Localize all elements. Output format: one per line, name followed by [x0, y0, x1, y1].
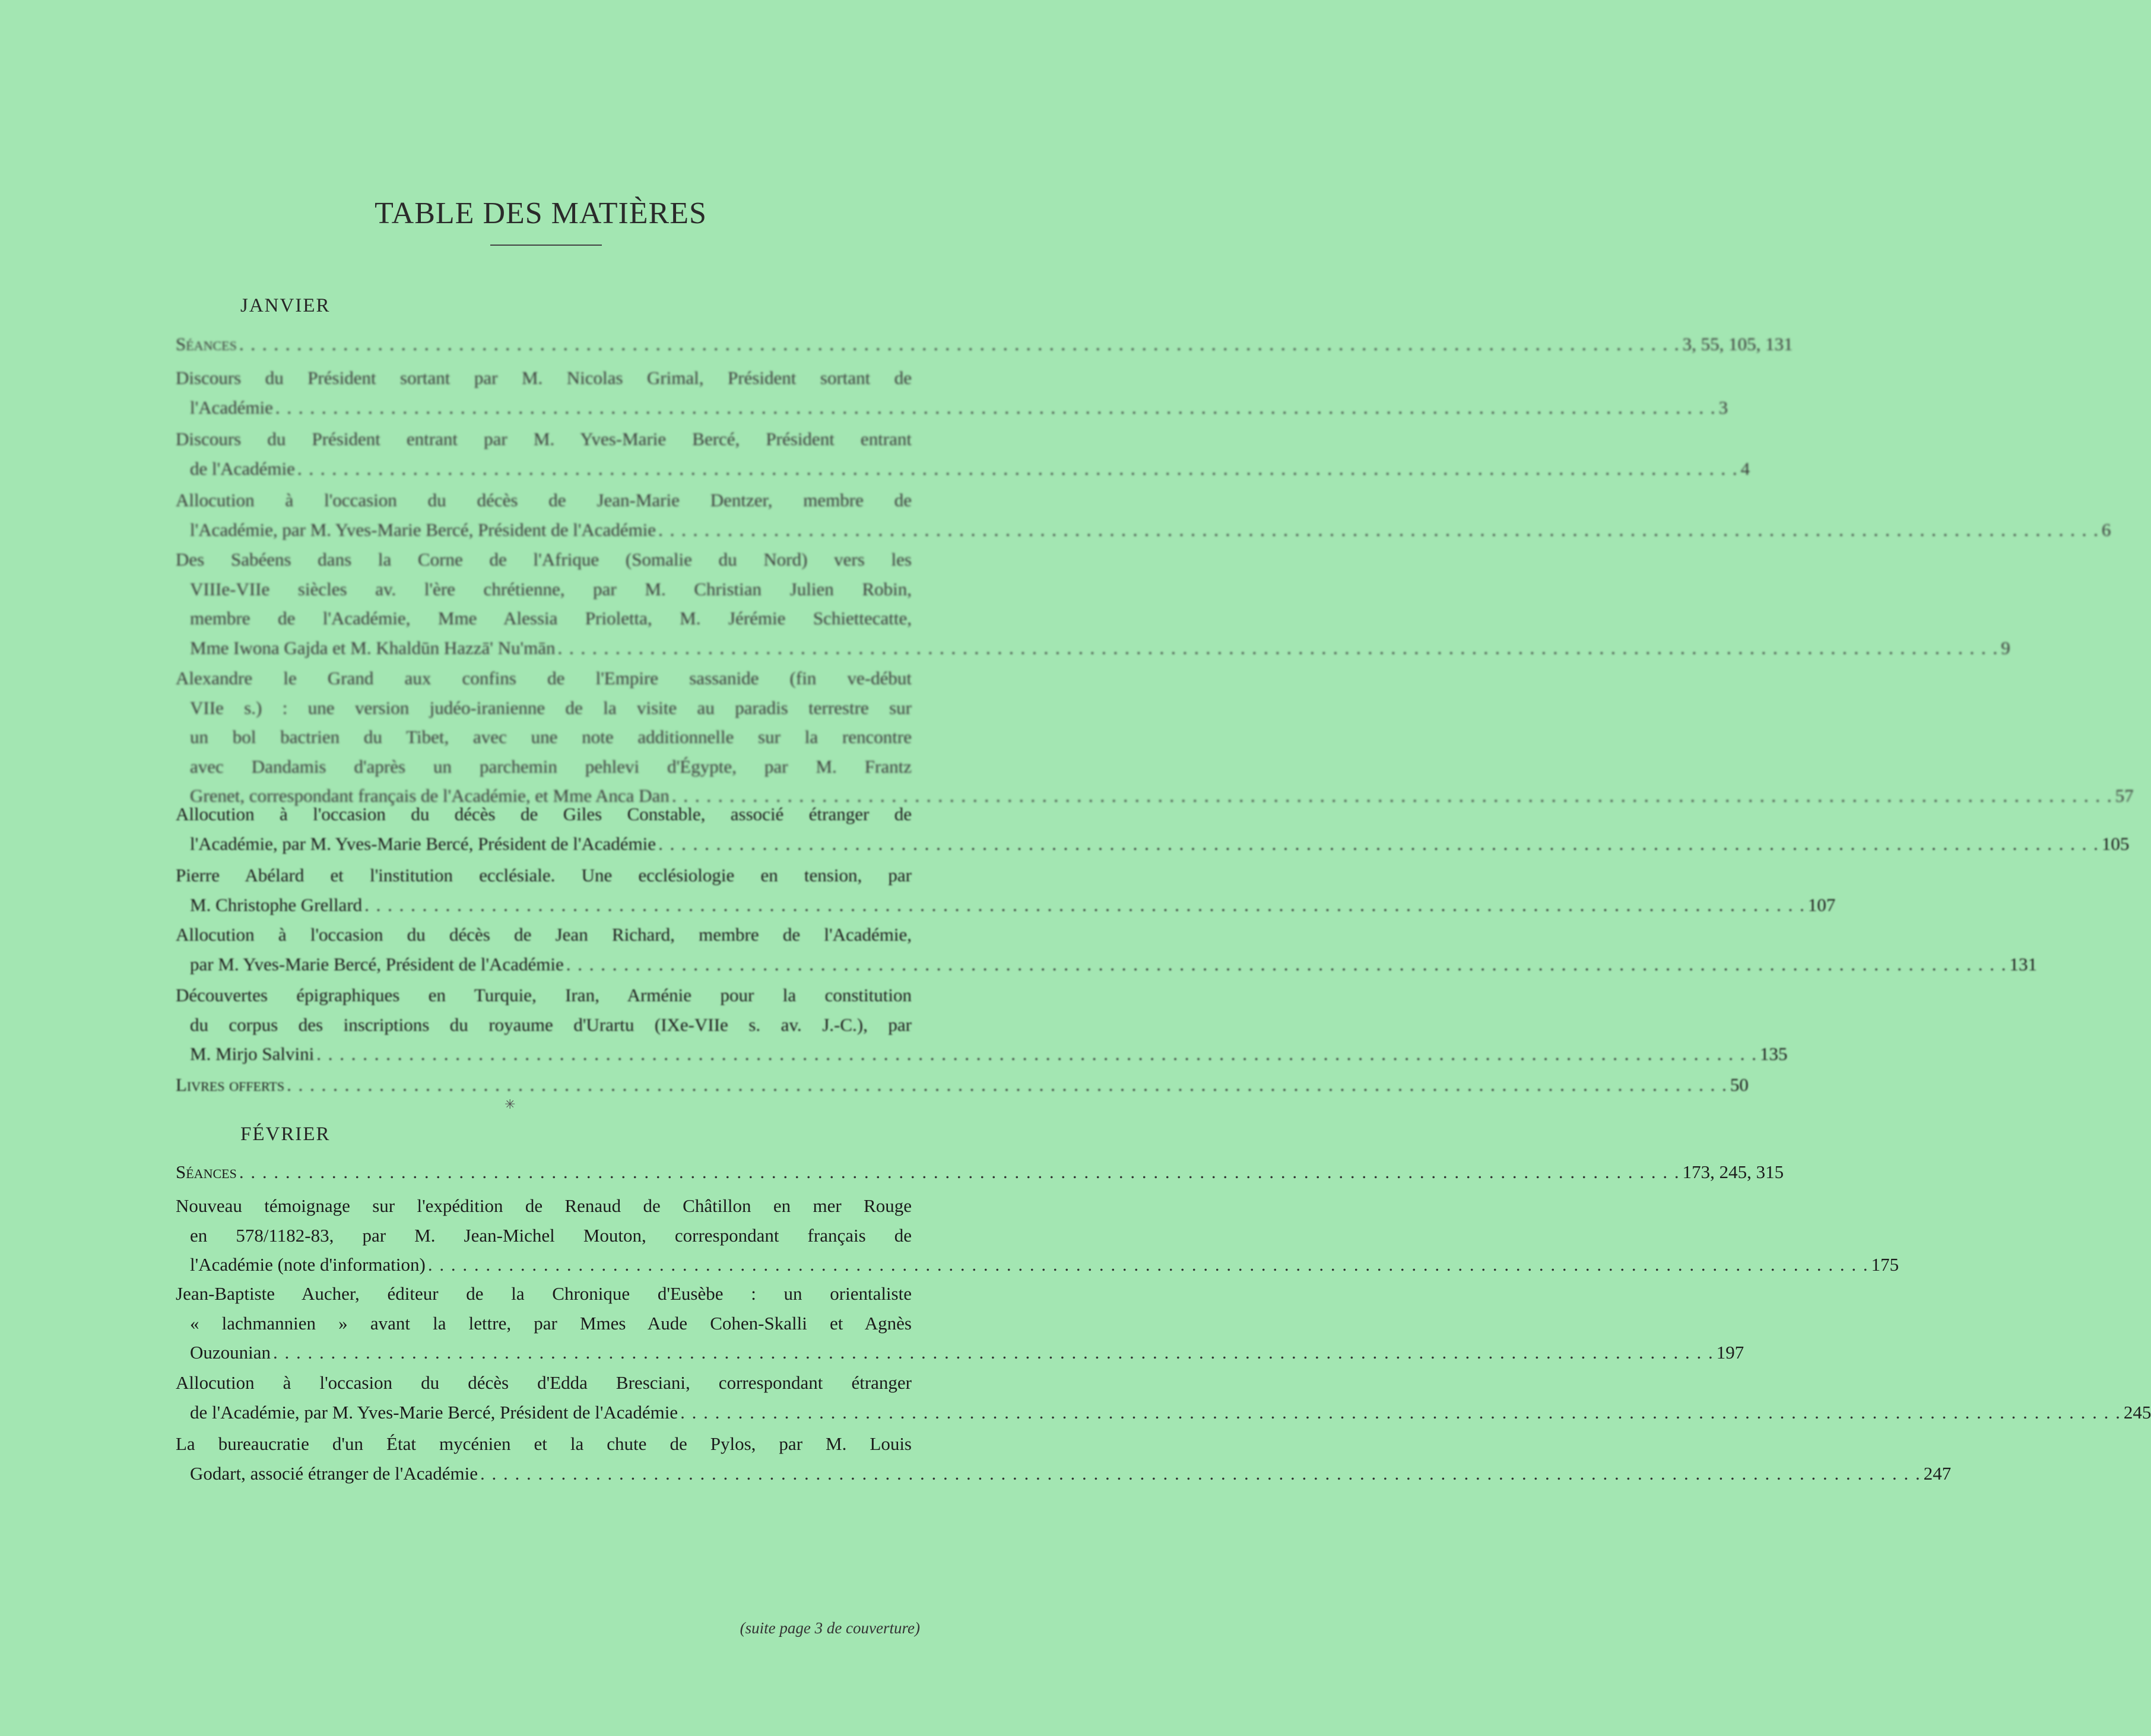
- toc-entry-text: Godart, associé étranger de l'Académie: [190, 1462, 478, 1484]
- toc-entry-text: par M. Yves-Marie Bercé, Président de l'Académie: [190, 953, 564, 975]
- toc-entry-last-line: [176, 1070, 1749, 1100]
- toc-entry-line: Allocution à l'occasion du décès de Jean Richard, membre de l'Académie,: [176, 924, 912, 945]
- toc-entry-last-line: [176, 1398, 2151, 1427]
- page-reference: 173, 245, 315: [1682, 1161, 1784, 1182]
- leader-dots: . . . . . . . . . . . . . . . . . . . . . . . . . . . . . . . . . . . . . . . . . . . . . . . . . . . . . . . . . . . . . . . . . . . . . . . . . . . . . . . . . . . . . . . . . . . . . . . . . . . . . . . . . . . . . . . . . . . . . . . . . . . . .: [239, 334, 1680, 354]
- leader-dots: . . . . . . . . . . . . . . . . . . . . . . . . . . . . . . . . . . . . . . . . . . . . . . . . . . . . . . . . . . . . . . . . . . . . . . . . . . . . . . . . . . . . . . . . . . . . . . . . . . . . . . . . . . . . . . . . . . . . . . . . . . . . .: [658, 833, 2099, 854]
- section-heading-fevrier: FÉVRIER: [240, 1124, 331, 1145]
- leader-dots: . . . . . . . . . . . . . . . . . . . . . . . . . . . . . . . . . . . . . . . . . . . . . . . . . . . . . . . . . . . . . . . . . . . . . . . . . . . . . . . . . . . . . . . . . . . . . . . . . . . . . . . . . . . . . . . . . . . . . . . . . . . . .: [557, 637, 1999, 658]
- leader-dots: . . . . . . . . . . . . . . . . . . . . . . . . . . . . . . . . . . . . . . . . . . . . . . . . . . . . . . . . . . . . . . . . . . . . . . . . . . . . . . . . . . . . . . . . . . . . . . . . . . . . . . . . . . . . . . . . . . . . . . . . . . . . .: [275, 396, 1717, 418]
- toc-entry-line: Allocution à l'occasion du décès de Jean-Marie Dentzer, membre de: [176, 490, 912, 510]
- page-reference: 9: [2001, 637, 2010, 658]
- toc-entry-line: Allocution à l'occasion du décès d'Edda Bresciani, correspondant étranger: [176, 1372, 912, 1393]
- leader-dots: . . . . . . . . . . . . . . . . . . . . . . . . . . . . . . . . . . . . . . . . . . . . . . . . . . . . . . . . . . . . . . . . . . . . . . . . . . . . . . . . . . . . . . . . . . . . . . . . . . . . . . . . . . . . . . . . . . . . . . . . . . . . .: [671, 785, 2113, 806]
- leader-dots: . . . . . . . . . . . . . . . . . . . . . . . . . . . . . . . . . . . . . . . . . . . . . . . . . . . . . . . . . . . . . . . . . . . . . . . . . . . . . . . . . . . . . . . . . . . . . . . . . . . . . . . . . . . . . . . . . . . . . . . . . . . . .: [480, 1462, 1921, 1484]
- toc-entry-text: Ouzounian: [190, 1342, 271, 1363]
- toc-entry: [176, 363, 1728, 422]
- toc-entry: [176, 1279, 1744, 1367]
- toc-entry-text: l'Académie, par M. Yves-Marie Bercé, Président de l'Académie: [190, 833, 656, 854]
- toc-entry-text: M. Mirjo Salvini: [190, 1043, 315, 1064]
- toc-entry: [176, 861, 1836, 919]
- toc-entry-line: Nouveau témoignage sur l'expédition de Renaud de Châtillon en mer Rouge: [176, 1195, 912, 1216]
- toc-entry-last-line: [176, 950, 2037, 979]
- page-reference: 131: [2009, 953, 2037, 975]
- toc-entry-text: Séances: [176, 334, 237, 354]
- toc-entry-last-line: [176, 1459, 1952, 1489]
- toc-entry: [176, 424, 1750, 483]
- leader-dots: . . . . . . . . . . . . . . . . . . . . . . . . . . . . . . . . . . . . . . . . . . . . . . . . . . . . . . . . . . . . . . . . . . . . . . . . . . . . . . . . . . . . . . . . . . . . . . . . . . . . . . . . . . . . . . . . . . . . . . . . . . . . .: [239, 1161, 1680, 1182]
- toc-entry-last-line: [176, 329, 1793, 359]
- toc-entry-line: Alexandre le Grand aux confins de l'Empire sassanide (fin ve-début: [176, 668, 912, 688]
- toc-entry-line: avec Dandamis d'après un parchemin pehlevi d'Égypte, par M. Frantz: [190, 756, 912, 777]
- toc-entry-last-line: [176, 890, 1836, 920]
- toc-entry-last-line: [176, 515, 2111, 545]
- page-reference: 6: [2101, 519, 2111, 540]
- page-reference: 3: [1718, 396, 1728, 418]
- page-reference: 247: [1923, 1462, 1952, 1484]
- toc-entry: [176, 545, 2010, 662]
- toc-entry-text: de l'Académie: [190, 458, 295, 479]
- title-rule: [490, 245, 602, 246]
- toc-entry-last-line: [176, 1338, 1744, 1367]
- page-reference: 197: [1716, 1342, 1744, 1363]
- toc-entry: [176, 664, 2134, 811]
- toc-entry-line: en 578/1182-83, par M. Jean-Michel Mouton, correspondant français de: [190, 1224, 912, 1246]
- toc-entry-text: Livres offerts: [176, 1074, 285, 1095]
- page-reference: 57: [2115, 785, 2134, 806]
- toc-entry-line: « lachmannien » avant la lettre, par Mmes Aude Cohen-Skalli et Agnès: [190, 1312, 912, 1334]
- continued-note: (suite page 3 de couverture): [740, 1619, 920, 1637]
- toc-entry-line: Discours du Président entrant par M. Yves-Marie Bercé, Président entrant: [176, 429, 912, 449]
- leader-dots: . . . . . . . . . . . . . . . . . . . . . . . . . . . . . . . . . . . . . . . . . . . . . . . . . . . . . . . . . . . . . . . . . . . . . . . . . . . . . . . . . . . . . . . . . . . . . . . . . . . . . . . . . . . . . . . . . . . . . . . . . . . . .: [680, 1401, 2121, 1423]
- toc-entry-line: VIIe s.) : une version judéo-iranienne de la visite au paradis terrestre sur: [190, 697, 912, 718]
- toc-entry-line: du corpus des inscriptions du royaume d'Urartu (IXe-VIIe s. av. J.-C.), par: [190, 1014, 912, 1035]
- toc-entry: [176, 920, 2037, 979]
- toc-entry-last-line: [176, 1250, 1899, 1280]
- leader-dots: . . . . . . . . . . . . . . . . . . . . . . . . . . . . . . . . . . . . . . . . . . . . . . . . . . . . . . . . . . . . . . . . . . . . . . . . . . . . . . . . . . . . . . . . . . . . . . . . . . . . . . . . . . . . . . . . . . . . . . . . . . . . .: [287, 1074, 1728, 1095]
- leader-dots: . . . . . . . . . . . . . . . . . . . . . . . . . . . . . . . . . . . . . . . . . . . . . . . . . . . . . . . . . . . . . . . . . . . . . . . . . . . . . . . . . . . . . . . . . . . . . . . . . . . . . . . . . . . . . . . . . . . . . . . . . . . . .: [427, 1254, 1869, 1275]
- page-reference: 135: [1760, 1043, 1788, 1064]
- leader-dots: . . . . . . . . . . . . . . . . . . . . . . . . . . . . . . . . . . . . . . . . . . . . . . . . . . . . . . . . . . . . . . . . . . . . . . . . . . . . . . . . . . . . . . . . . . . . . . . . . . . . . . . . . . . . . . . . . . . . . . . . . . . . .: [273, 1342, 1714, 1363]
- toc-entry: [176, 799, 2130, 858]
- toc-entry: [176, 980, 1788, 1069]
- toc-entry-text: Séances: [176, 1161, 237, 1182]
- toc-entry-last-line: [176, 393, 1728, 423]
- toc-entry-last-line: [176, 1039, 1788, 1069]
- leader-dots: . . . . . . . . . . . . . . . . . . . . . . . . . . . . . . . . . . . . . . . . . . . . . . . . . . . . . . . . . . . . . . . . . . . . . . . . . . . . . . . . . . . . . . . . . . . . . . . . . . . . . . . . . . . . . . . . . . . . . . . . . . . . .: [364, 894, 1806, 915]
- page-reference: 107: [1807, 894, 1836, 915]
- toc-entry-line: membre de l'Académie, Mme Alessia Prioletta, M. Jérémie Schiettecatte,: [190, 608, 912, 629]
- page-reference: 3, 55, 105, 131: [1682, 334, 1793, 354]
- toc-entry: [176, 1070, 1749, 1100]
- toc-entry: [176, 1368, 2151, 1427]
- ornament-mark: ✳: [505, 1097, 516, 1112]
- toc-entry-text: de l'Académie, par M. Yves-Marie Bercé, Président de l'Académie: [190, 1401, 678, 1423]
- toc-entry: [176, 1157, 1784, 1187]
- toc-entry-line: un bol bactrien du Tibet, avec une note additionnelle sur la rencontre: [190, 726, 912, 747]
- toc-entry-line: La bureaucratie d'un État mycénien et la chute de Pylos, par M. Louis: [176, 1433, 912, 1454]
- toc-entry: [176, 329, 1793, 359]
- toc-entry-last-line: [176, 1157, 1784, 1187]
- page-reference: 105: [2101, 833, 2130, 854]
- toc-entry-line: Discours du Président sortant par M. Nicolas Grimal, Président sortant de: [176, 367, 912, 388]
- toc-entry-line: Allocution à l'occasion du décès de Giles Constable, associé étranger de: [176, 804, 912, 824]
- toc-entry-text: Mme Iwona Gajda et M. Khaldūn Hazzā' Nu'mān: [190, 637, 556, 658]
- toc-entry-line: Des Sabéens dans la Corne de l'Afrique (Somalie du Nord) vers les: [176, 549, 912, 570]
- page-title: TABLE DES MATIÈRES: [375, 196, 707, 230]
- toc-entry: [176, 1429, 1952, 1488]
- leader-dots: . . . . . . . . . . . . . . . . . . . . . . . . . . . . . . . . . . . . . . . . . . . . . . . . . . . . . . . . . . . . . . . . . . . . . . . . . . . . . . . . . . . . . . . . . . . . . . . . . . . . . . . . . . . . . . . . . . . . . . . . . . . . .: [566, 953, 2007, 975]
- leader-dots: . . . . . . . . . . . . . . . . . . . . . . . . . . . . . . . . . . . . . . . . . . . . . . . . . . . . . . . . . . . . . . . . . . . . . . . . . . . . . . . . . . . . . . . . . . . . . . . . . . . . . . . . . . . . . . . . . . . . . . . . . . . . .: [297, 458, 1738, 479]
- toc-entry-text: l'Académie, par M. Yves-Marie Bercé, Président de l'Académie: [190, 519, 656, 540]
- toc-entry-text: Grenet, correspondant français de l'Académie, et Mme Anca Dan: [190, 785, 670, 806]
- toc-entry-text: l'Académie (note d'information): [190, 1254, 426, 1275]
- toc-entry-line: Jean-Baptiste Aucher, éditeur de la Chronique d'Eusèbe : un orientaliste: [176, 1283, 912, 1304]
- leader-dots: . . . . . . . . . . . . . . . . . . . . . . . . . . . . . . . . . . . . . . . . . . . . . . . . . . . . . . . . . . . . . . . . . . . . . . . . . . . . . . . . . . . . . . . . . . . . . . . . . . . . . . . . . . . . . . . . . . . . . . . . . . . . .: [658, 519, 2099, 540]
- toc-entry-last-line: [176, 454, 1750, 484]
- page-reference: 50: [1730, 1074, 1749, 1095]
- page-reference: 175: [1871, 1254, 1899, 1275]
- toc-entry-text: M. Christophe Grellard: [190, 894, 363, 915]
- toc-entry-line: Découvertes épigraphiques en Turquie, Iran, Arménie pour la constitution: [176, 985, 912, 1005]
- toc-entry: [176, 1191, 1899, 1280]
- toc-entry-line: VIIIe-VIIe siècles av. l'ère chrétienne, par M. Christian Julien Robin,: [190, 578, 912, 599]
- page-reference: 4: [1740, 458, 1750, 479]
- toc-entry-text: l'Académie: [190, 396, 273, 418]
- page-reference: 245: [2123, 1401, 2151, 1423]
- toc-entry-line: Pierre Abélard et l'institution ecclésiale. Une ecclésiologie en tension, par: [176, 865, 912, 886]
- section-heading-janvier: JANVIER: [240, 295, 331, 316]
- leader-dots: . . . . . . . . . . . . . . . . . . . . . . . . . . . . . . . . . . . . . . . . . . . . . . . . . . . . . . . . . . . . . . . . . . . . . . . . . . . . . . . . . . . . . . . . . . . . . . . . . . . . . . . . . . . . . . . . . . . . . . . . . . . . .: [316, 1043, 1758, 1064]
- toc-entry-last-line: [176, 633, 2010, 663]
- toc-entry-last-line: [176, 829, 2130, 859]
- toc-entry: [176, 485, 2111, 544]
